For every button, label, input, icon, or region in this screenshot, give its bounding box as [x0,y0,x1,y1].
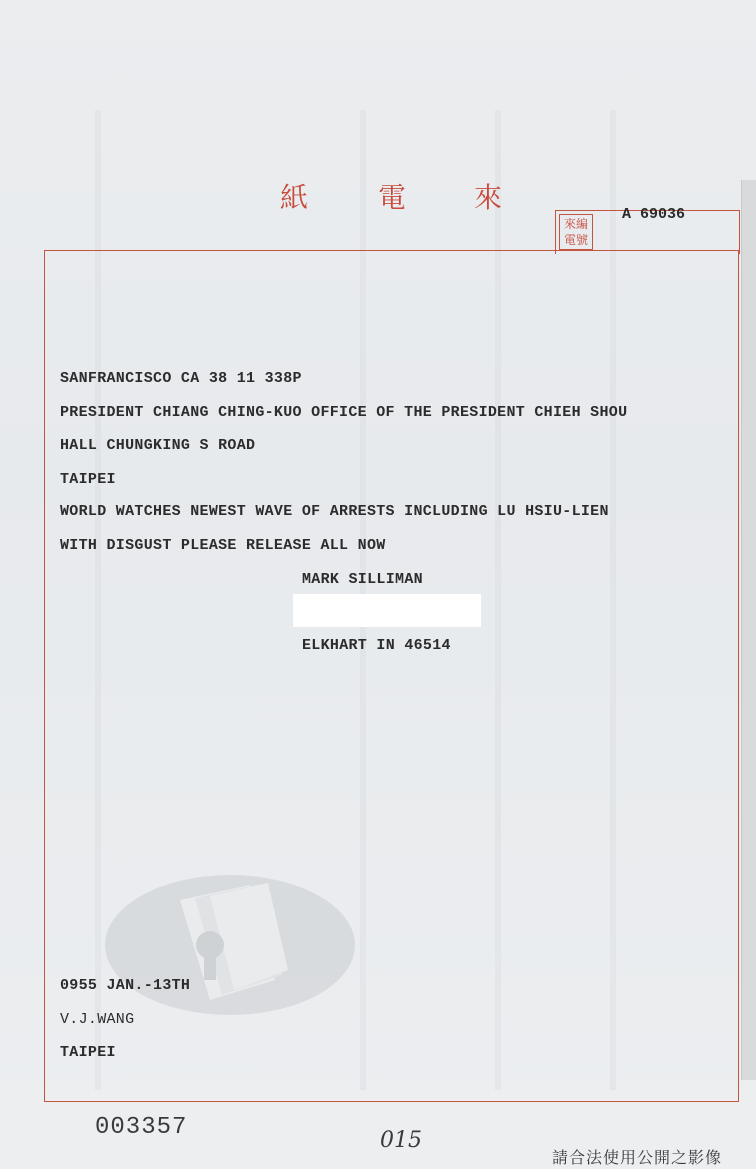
form-title-char-electric: 電 [378,181,409,214]
message-line-1: WORLD WATCHES NEWEST WAVE OF ARRESTS INCLUDING LU HSIU-LIEN [60,503,609,520]
redacted-block [293,594,481,627]
sender-location: ELKHART IN 46514 [302,637,451,654]
form-title-char-incoming: 來 [474,181,505,214]
receipt-city: TAIPEI [60,1044,116,1061]
address-line-1: PRESIDENT CHIANG CHING-KUO OFFICE OF THE PRESIDENT CHIEH SHOU [60,404,628,421]
sender-name: MARK SILLIMAN [302,571,423,588]
serial-number-label [559,214,593,250]
archive-watermark-logo [100,870,360,1020]
form-title-char-paper: 紙 [280,181,311,214]
serial-label-text: 來編電號 [563,217,588,247]
serial-number: A 69036 [622,206,686,223]
destination-city: TAIPEI [60,471,116,488]
receipt-time: 0955 JAN.-13TH [60,977,191,994]
adjacent-page-edge [741,180,756,1080]
receipt-operator: V.J.WANG [60,1011,135,1028]
message-line-2: WITH DISGUST PLEASE RELEASE ALL NOW [60,537,386,554]
address-line-2: HALL CHUNGKING S ROAD [60,437,256,454]
document-number: 003357 [95,1114,188,1141]
origin-line: SANFRANCISCO CA 38 11 338P [60,370,302,387]
handwritten-page-mark: 015 [380,1128,422,1153]
usage-notice: 請合法使用公開之影像 [552,1148,723,1167]
